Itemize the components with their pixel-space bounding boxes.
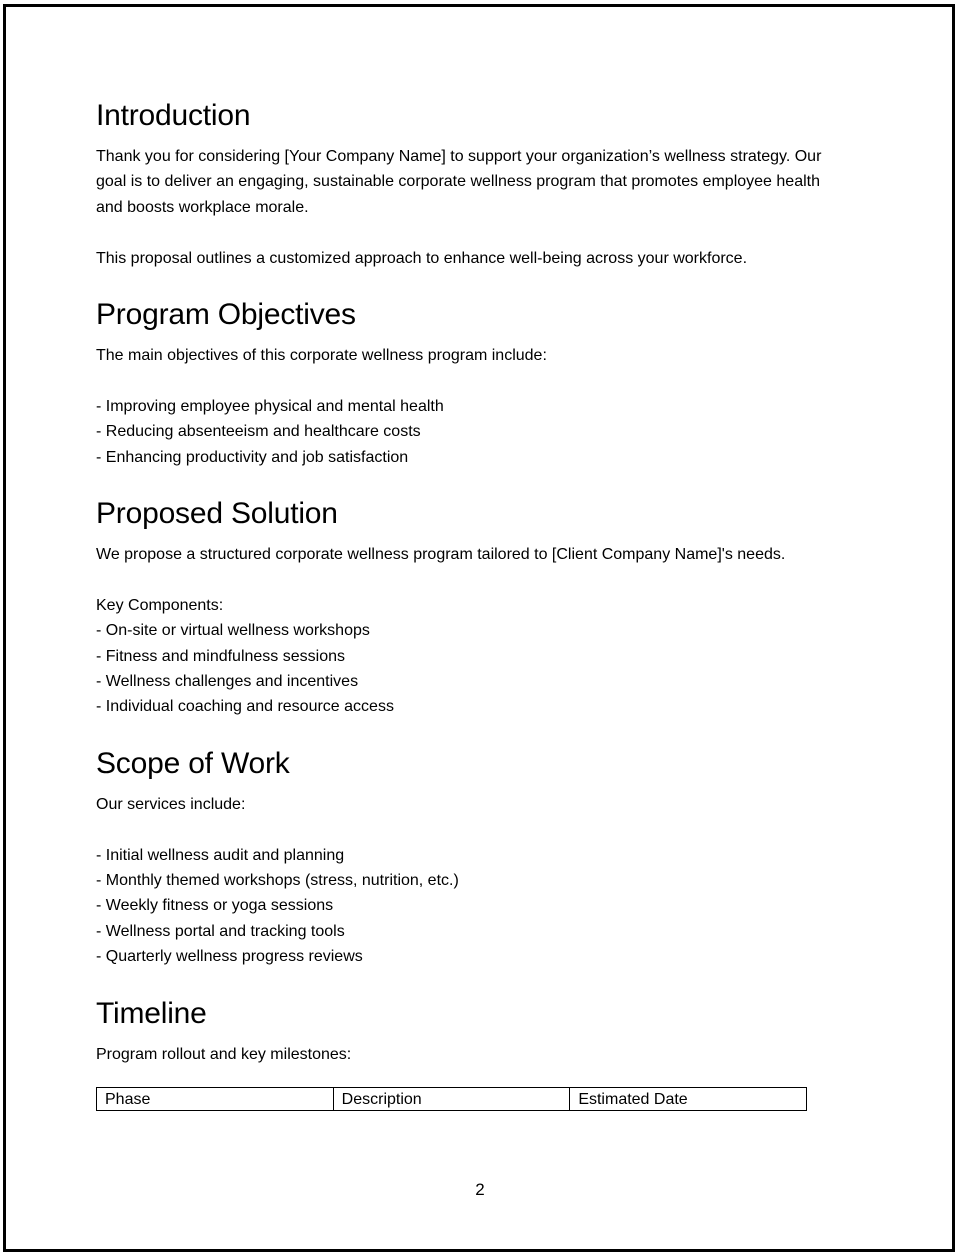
timeline-table (96, 1087, 807, 1111)
blank-line (96, 220, 856, 245)
scope-intro: Our services include: (96, 795, 246, 813)
objective-item: - Reducing absenteeism and healthcare costs (96, 423, 421, 441)
table-header-description: Description (333, 1088, 570, 1111)
section-gap (96, 720, 856, 744)
scope-item: - Wellness portal and tracking tools (96, 922, 345, 940)
page-number: 2 (475, 1180, 485, 1199)
heading-scope-of-work: Scope of Work (96, 746, 290, 780)
scope-item: - Monthly themed workshops (stress, nutrition, etc.) (96, 872, 459, 890)
blank-line (96, 817, 856, 842)
blank-line (96, 368, 856, 393)
timeline-intro: Program rollout and key milestones: (96, 1045, 352, 1063)
section-gap (96, 271, 856, 295)
scope-item: - Initial wellness audit and planning (96, 846, 345, 864)
heading-program-objectives: Program Objectives (96, 298, 356, 332)
table-header-estimated-date: Estimated Date (570, 1088, 807, 1111)
key-components-label: Key Components: (96, 596, 224, 614)
table-header-row (97, 1088, 807, 1111)
table-header-phase: Phase (97, 1088, 334, 1111)
intro-paragraph-line-3: and boosts workplace morale. (96, 198, 309, 216)
component-item: - On-site or virtual wellness workshops (96, 622, 370, 640)
component-item: - Individual coaching and resource access (96, 698, 394, 716)
scope-item: - Quarterly wellness progress reviews (96, 948, 363, 966)
intro-paragraph-line-1: Thank you for considering [Your Company Name] to support your organization’s wellness strategy. Our (96, 148, 822, 165)
scope-item: - Weekly fitness or yoga sessions (96, 897, 334, 915)
section-gap (96, 470, 856, 494)
component-item: - Wellness challenges and incentives (96, 673, 359, 691)
component-item: - Fitness and mindfulness sessions (96, 647, 345, 665)
document-content (96, 96, 856, 1111)
blank-line (96, 567, 856, 592)
objectives-intro: The main objectives of this corporate wellness program include: (96, 347, 547, 365)
section-gap (96, 970, 856, 994)
objective-item: - Enhancing productivity and job satisfaction (96, 448, 409, 466)
heading-proposed-solution: Proposed Solution (96, 497, 338, 531)
heading-timeline: Timeline (96, 996, 207, 1030)
intro-paragraph-line-2: goal is to deliver an engaging, sustainable corporate wellness program that promotes employee health (96, 173, 820, 191)
intro-paragraph-2: This proposal outlines a customized approach to enhance well-being across your workforce. (96, 249, 748, 267)
solution-intro: We propose a structured corporate wellness program tailored to [Client Company Name]'s needs. (96, 546, 786, 564)
heading-introduction: Introduction (96, 99, 251, 132)
objective-item: - Improving employee physical and mental health (96, 397, 444, 415)
